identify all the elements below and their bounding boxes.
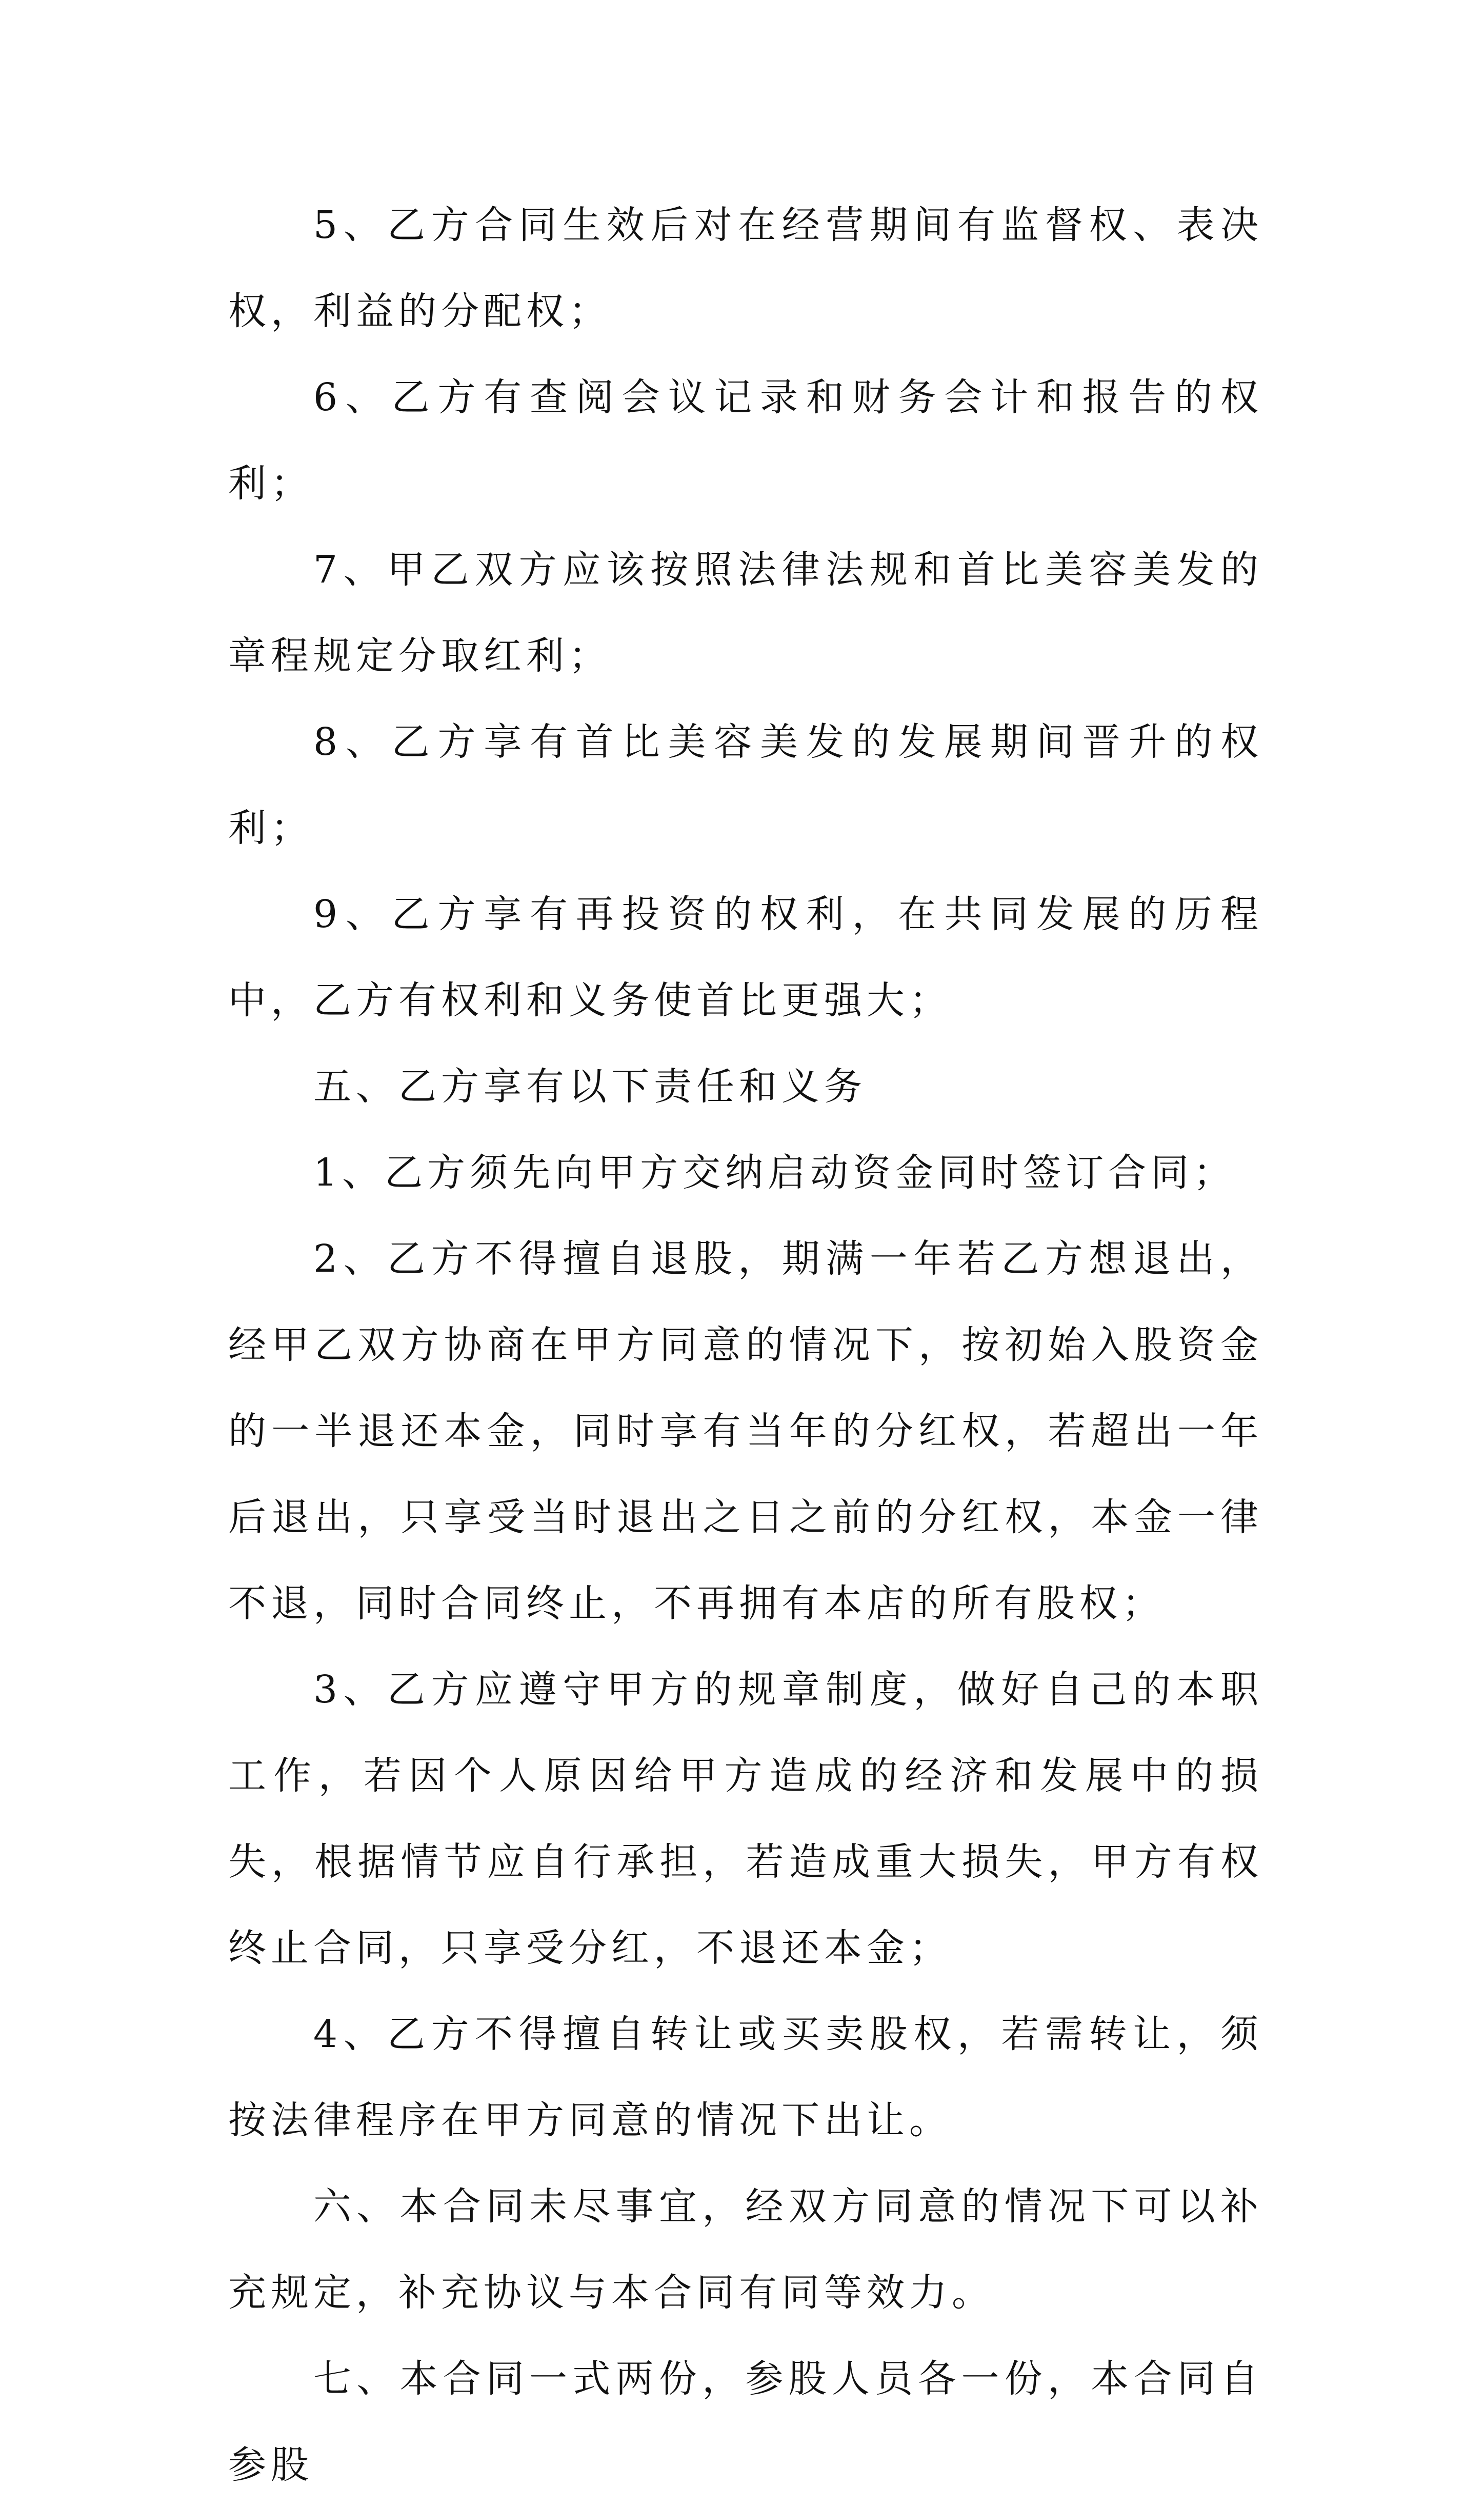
clause-7: 7、甲乙双方应该按照法律法规和首比美容美发的章程规定分取红利； [228, 548, 1263, 678]
section-heading-five: 五、乙方享有以下责任和义务 [313, 1065, 867, 1109]
section-six: 六、本合同未尽事宜，经双方同意的情况下可以补充规定，补充协议与本合同有同等效力。 [228, 2184, 1263, 2315]
duty-clause-1: 1、乙方须先向甲方交纳启动资金同时签订合同； [313, 1151, 1236, 1195]
clause-9: 9、乙方享有再投资的权利，在共同发展的历程中，乙方有权利和义务使首比更强大； [228, 892, 1263, 1022]
duty-clause-3: 3、乙方应遵守甲方的规章制度，做好自己的本职工作，若因个人原因给甲方造成的经济和发展中的损失，根据情节应自行承担，若造成重大损失，甲方有权终止合同，只享受分红，不退还本金； [228, 1668, 1263, 1970]
clause-8: 8、乙方享有首比美容美发的发展期间晋升的权利； [228, 720, 1263, 850]
duty-clause-4: 4、乙方不得擅自转让或买卖股权，若需转让，须按法律程序在甲方同意的情况下出让。 [228, 2012, 1263, 2142]
section-seven: 七、本合同一式两份，参股人员各一份，本合同自参股 [228, 2357, 1263, 2487]
clause-5: 5、乙方合同生效后对在经营期间有监督权、表决权，利益的分配权； [228, 203, 1263, 333]
duty-clause-2: 2、乙方不得擅自退股，期满一年若乙方想退出，经甲乙双方协商在甲方同意的情况下，按初始入股资金的一半退还本金，同时享有当年的分红权，若超出一年后退出，只享受当时退出之日之前的分红权，本金一律不退，同时合同终止，不再拥有本店的所有股权； [228, 1237, 1263, 1626]
document-body [228, 182, 1263, 2508]
clause-6: 6、乙方有查阅会议记录和财务会计和报告的权利； [228, 375, 1263, 506]
